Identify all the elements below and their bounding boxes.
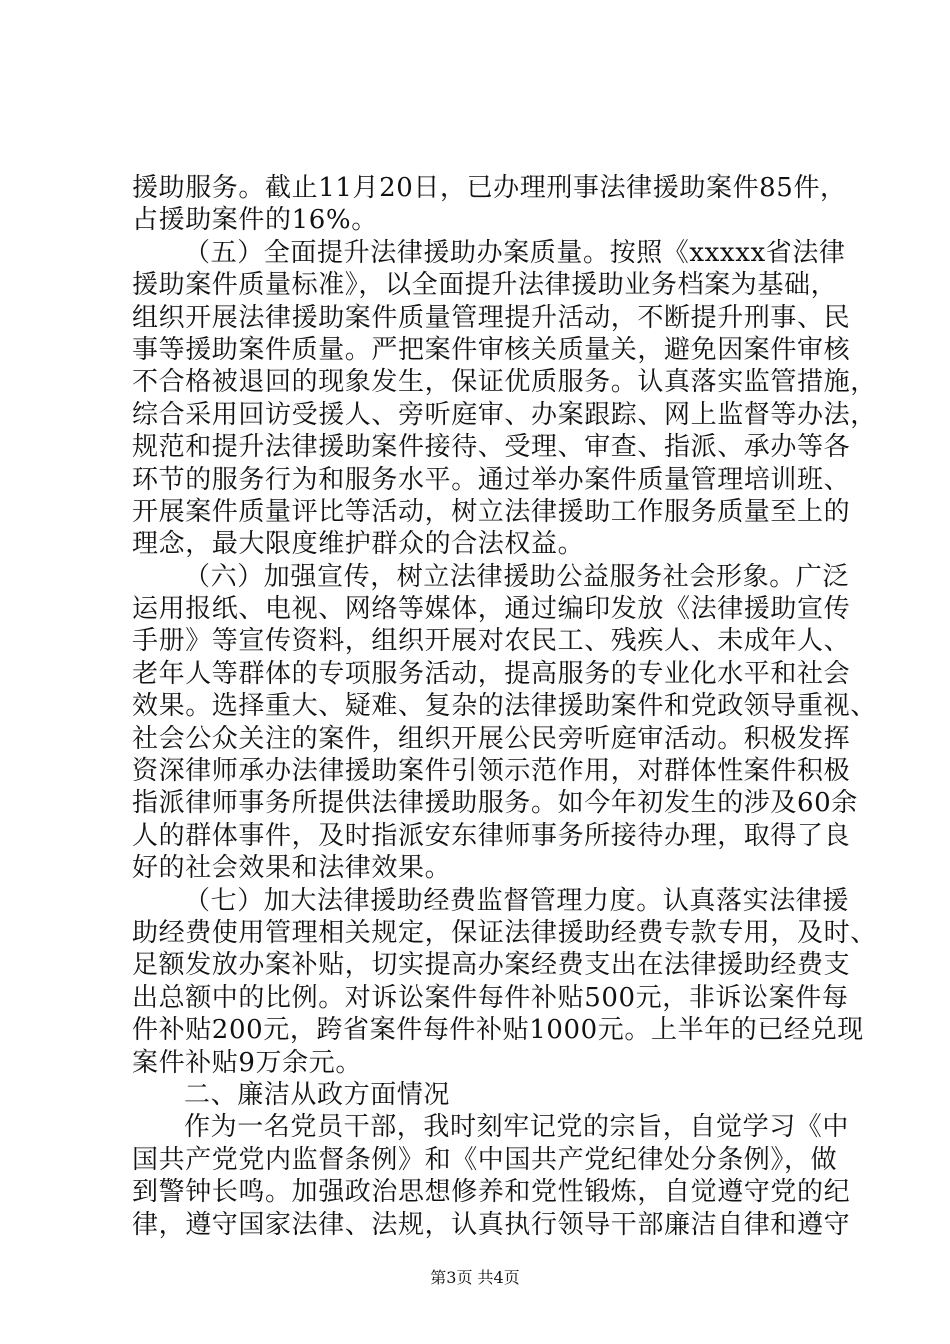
text-line: 组织开展法律援助案件质量管理提升活动，不断提升刑事、民	[132, 302, 851, 333]
text-line: 手册》等宣传资料，组织开展对农民工、残疾人、未成年人、	[132, 626, 851, 657]
text-line: 社会公众关注的案件，组织开展公民旁听庭审活动。积极发挥	[132, 723, 851, 754]
text-line: 开展案件质量评比等活动，树立法律援助工作服务质量至上的	[132, 496, 851, 527]
text-line: 律，遵守国家法律、法规，认真执行领导干部廉洁自律和遵守	[132, 1209, 851, 1240]
text-line: 援助服务。截止11月20日，已办理刑事法律援助案件85件，	[132, 173, 847, 203]
text-line: 案件补贴9万余元。	[132, 1047, 362, 1078]
text-line: 环节的服务行为和服务水平。通过举办案件质量管理培训班、	[132, 464, 851, 495]
section-seven-heading-line: （七）加大法律援助经费监督管理力度。认真落实法律援	[184, 885, 850, 916]
section-five-heading-line: （五）全面提升法律援助办案质量。按照《xxxxx省法律	[184, 237, 846, 268]
text-line: 援助案件质量标准》，以全面提升法律援助业务档案为基础，	[132, 270, 838, 301]
text-line: 效果。选择重大、疑难、复杂的法律援助案件和党政领导重视、	[132, 691, 877, 722]
text-line: 人的群体事件，及时指派安东律师事务所接待办理，取得了良	[132, 820, 851, 851]
text-line: 出总额中的比例。对诉讼案件每件补贴500元，非诉讼案件每	[132, 982, 849, 1013]
text-line: 运用报纸、电视、网络等媒体，通过编印发放《法律援助宣传	[132, 594, 851, 625]
text-line: 规范和提升法律援助案件接待、受理、审查、指派、承办等各	[132, 432, 851, 463]
section-six-heading-line: （六）加强宣传，树立法律援助公益服务社会形象。广泛	[184, 561, 850, 592]
text-line: 件补贴200元，跨省案件每件补贴1000元。上半年的已经兑现	[132, 1015, 864, 1046]
text-line: 国共产党党内监督条例》和《中国共产党纪律处分条例》，做	[132, 1144, 838, 1175]
text-line: 理念，最大限度维护群众的合法权益。	[132, 529, 585, 560]
text-line: 助经费使用管理相关规定，保证法律援助经费专款专用，及时、	[132, 917, 877, 948]
text-line: 老年人等群体的专项服务活动，提高服务的专业化水平和社会	[132, 658, 851, 689]
page-number-label: 第3页 共4页	[430, 1268, 520, 1287]
document-body	[132, 172, 877, 1241]
page-footer	[0, 1268, 950, 1288]
text-line: 好的社会效果和法律效果。	[132, 853, 452, 884]
text-line: 作为一名党员干部，我时刻牢记党的宗旨，自觉学习《中	[184, 1112, 850, 1143]
text-line: 综合采用回访受援人、旁听庭审、办案跟踪、网上监督等办法，	[132, 399, 877, 430]
text-line: 足额发放办案补贴，切实提高办案经费支出在法律援助经费支	[132, 950, 851, 981]
text-line: 占援助案件的16%。	[132, 205, 378, 236]
text-line: 事等援助案件质量。严把案件审核关质量关，避免因案件审核	[132, 334, 851, 365]
section-two-heading: 二、廉洁从政方面情况	[184, 1079, 451, 1110]
text-line: 到警钟长鸣。加强政治思想修养和党性锻炼，自觉遵守党的纪	[132, 1177, 851, 1208]
text-line: 不合格被退回的现象发生，保证优质服务。认真落实监管措施，	[132, 367, 877, 398]
text-line: 资深律师承办法律援助案件引领示范作用，对群体性案件积极	[132, 756, 851, 787]
text-line: 指派律师事务所提供法律援助服务。如今年初发生的涉及60余	[132, 788, 858, 819]
